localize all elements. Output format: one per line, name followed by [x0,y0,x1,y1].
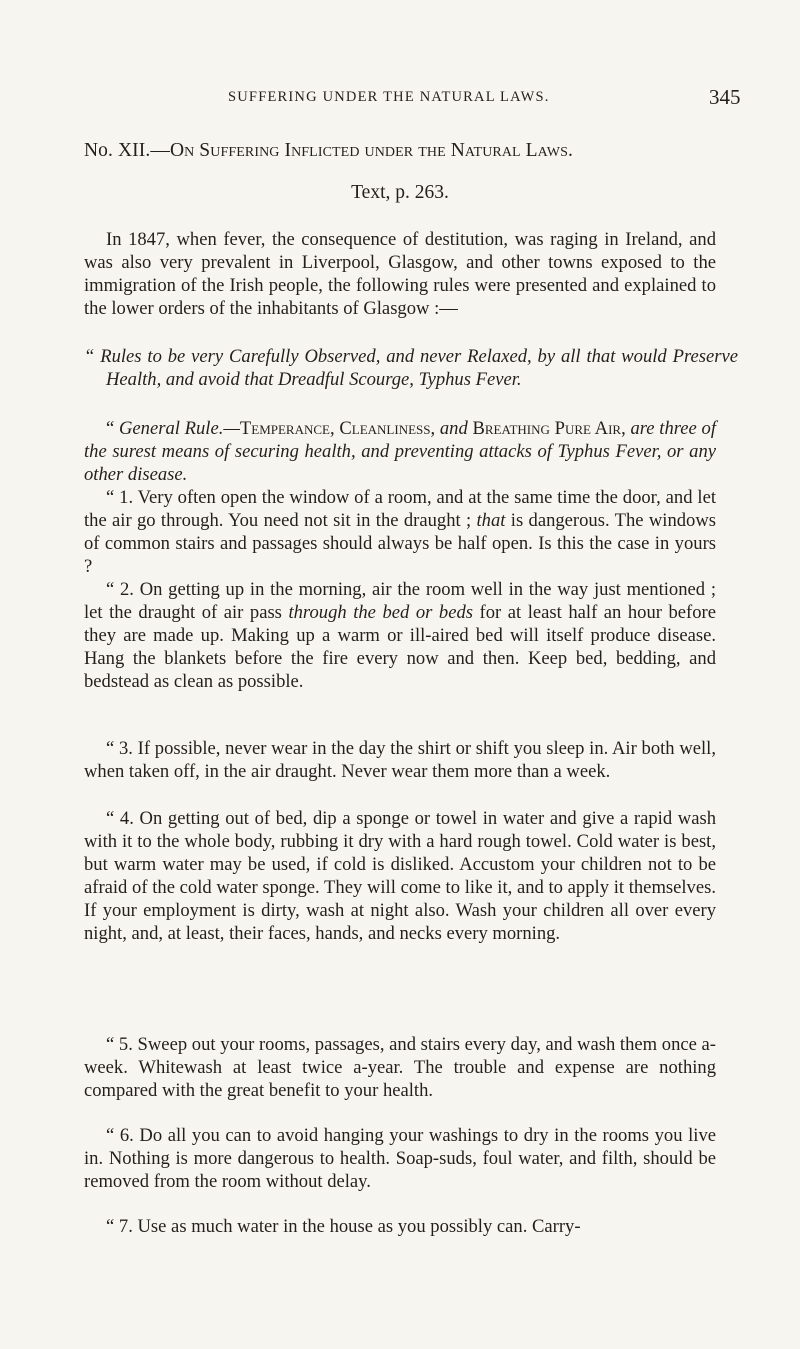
rule-2-through: through the bed or beds [288,601,474,623]
intro-paragraph: In 1847, when fever, the consequence of destitution, was raging in Ireland, and was also very prevalent in Liverpool, Glasgow, and other towns exposed to the immigration of the Irish people, the following rules were presented and explained to the lower orders of the inhabitants of Glasgow :— [84,229,716,319]
rule-5-paragraph: “ 5. Sweep out your rooms, passages, and stairs every day, and wash them once a-week. Whitewash at least twice a-year. The trouble and expense are nothing compared with the great benefit to your health. [84,1034,716,1101]
general-rule-caps-2: Breathing Pure Air, [472,418,626,439]
rule-7-paragraph: “ 7. Use as much water in the house as you possibly can. Carry- [106,1216,581,1237]
rule-1-part-a: “ 1. Very often open the window of a room, and at the same time the door, and let the air go through. You need not sit in the draught ; [84,487,716,531]
general-rule-paragraph [84,418,716,487]
rule-4-paragraph: “ 4. On getting out of bed, dip a sponge or towel in water and give a rapid wash with it to the whole body, rubbing it dry with a hard rough towel. Cold water is best, but warm water may be used, if cold is disliked. Accustom your children not to be afraid of the cold water sponge. They will come to like it, and to apply it themselves. If your employment is dirty, wash at night also. Wash your children all over every night, and, at least, their faces, hands, and necks every morning. [84,808,716,944]
running-head: SUFFERING UNDER THE NATURAL LAWS. [228,89,550,105]
general-rule-open-quote: “ [106,418,119,439]
chapter-title [84,140,716,162]
chapter-title-text: On Suffering Inflicted under the Natural Laws. [169,140,573,161]
page-number: 345 [709,85,741,109]
rule-3-paragraph: “ 3. If possible, never wear in the day the shirt or shift you sleep in. Air both well, when taken off, in the air draught. Never wear them more than a week. [84,738,716,782]
rule-2-part-b: for at least half an hour before they are made up. Making up a warm or ill-aired bed will itself produce disease. Hang the blankets before the fire every now and then. Keep bed, bedding, and bedstead as clean as possible. [84,601,716,692]
rule-1-that: that [476,509,506,531]
general-rule-caps-1: Temperance, Cleanliness, [239,418,436,439]
rule-2-part-a: “ 2. On getting up in the morning, air the room well in the way just mentioned ; let the draught of air pass [84,579,716,623]
general-rule-label: General Rule.— [118,418,240,439]
rule-1-part-b: is dangerous. The windows of common stairs and passages should always be half open. Is this the case in yours ? [84,509,716,577]
rule-6-paragraph: “ 6. Do all you can to avoid hanging your washings to dry in the rooms you live in. Nothing is more dangerous to health. Soap-suds, foul water, and filth, should be removed from the room without delay. [84,1125,716,1192]
rule-2-paragraph [84,579,716,694]
rules-heading: “ Rules to be very Carefully Observed, and never Relaxed, by all that would Preserve Health, and avoid that Dreadful Scourge, Typhus Fever. [84,346,738,390]
general-rule-rest: are three of the surest means of securing health, and preventing attacks of Typhus Fever, or any other disease. [84,418,716,485]
text-reference: Text, p. 263. [351,182,449,203]
rule-1-paragraph [84,487,716,579]
chapter-number: No. XII.— [84,140,170,161]
general-rule-and: and [435,418,473,439]
